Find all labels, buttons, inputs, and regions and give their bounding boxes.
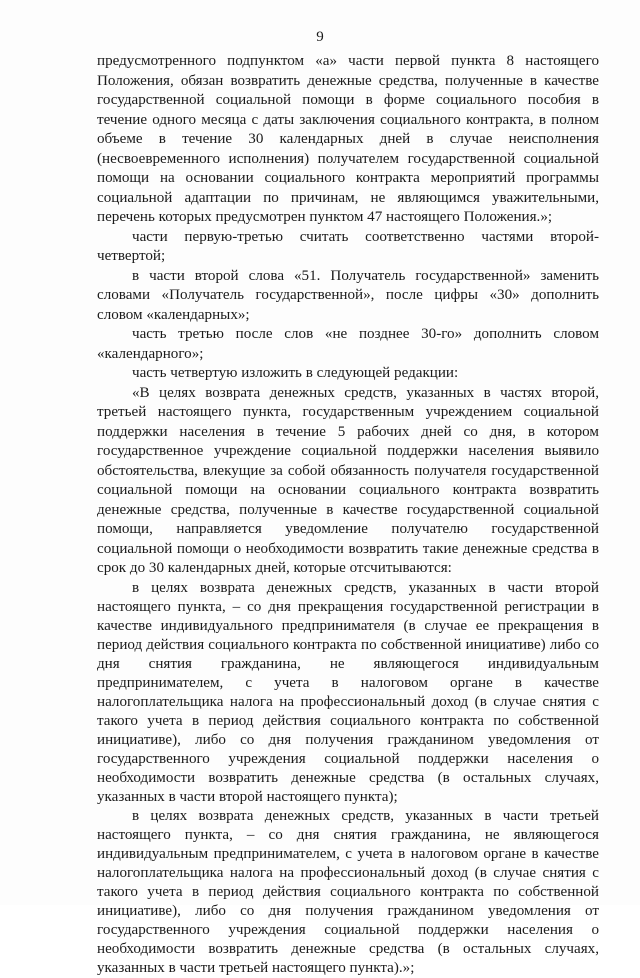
- paragraph-continuation: предусмотренного подпунктом «а» части первой пункта 8 настоящего Положения, обязан возвратить денежные средства, полученные в качестве государственной социальной помощи в форме социального пособия в течение одного месяца с даты заключения социального контракта, в полном объеме в течение 30 календарных дней в случае неисполнения (несвоевременного исполнения) получателем государственной социальной помощи на основании социального контракта мероприятий программы социальной адаптации по причинам, не являющимся уважительными, перечень которых предусмотрен пунктом 47 настоящего Положения.»;: [97, 53, 599, 225]
- paragraph-refund-part-two: в целях возврата денежных средств, указанных в части второй настоящего пункта, – со дня прекращения государственной регистрации в качестве индивидуального предпринимателя (в случае ее прекращения в период действия социального контракта по собственной инициативе) либо со дня снятия гражданина, не являющегося индивидуальным предпринимателем, с учета в налоговом органе в качестве налогоплательщика налога на профессиональный доход (в случае снятия с такого учета в период действия социального контракта по собственной инициативе), либо со дня получения гражданином уведомления от государственного учреждения социальной поддержки населения о необходимости возвратить денежные средства (в остальных случаях, указанных в части второй настоящего пункта);: [97, 579, 599, 805]
- paragraph-part-four-intro: часть четвертую изложить в следующей редакции:: [132, 365, 459, 381]
- paragraph-refund-part-three: в целях возврата денежных средств, указанных в части третьей настоящего пункта, – со дня снятия гражданина, не являющегося индивидуальным предпринимателем, с учета в налоговом органе в качестве налогоплательщика налога на профессиональный доход (в случае снятия с такого учета в период действия социального контракта по собственной инициативе), либо со дня получения гражданином уведомления от государственного учреждения социальной поддержки населения о необходимости возвратить денежные средства (в остальных случаях, указанных в части третьей настоящего пункта).»;: [97, 807, 599, 976]
- paragraph-renumber-parts: части первую-третью считать соответственно частями второй-четвертой;: [97, 228, 599, 264]
- document-body: [97, 52, 599, 978]
- page-number: 9: [316, 29, 324, 45]
- paragraph-part-three-amendment: часть третью после слов «не позднее 30-го» дополнить словом «календарного»;: [97, 326, 599, 362]
- paragraph-refund-notice: «В целях возврата денежных средств, указанных в частях второй, третьей настоящего пункта, государственным учреждением социальной поддержки населения в течение 5 рабочих дней со дня, в котором государственное учреждение социальной поддержки населения выявило обстоятельства, влекущие за собой обязанность получателя государственной социальной помощи на основании социального контракта возвратить денежные средства, полученные в качестве государственной социальной помощи, направляется уведомление получателю государственной социальной помощи о необходимости возвратить такие денежные средства в срок до 30 календарных дней, которые отсчитываются:: [97, 384, 599, 576]
- paragraph-part-two-amendment: в части второй слова «51. Получатель государственной» заменить словами «Получатель государственной», после цифры «30» дополнить словом «календарных»;: [97, 267, 599, 323]
